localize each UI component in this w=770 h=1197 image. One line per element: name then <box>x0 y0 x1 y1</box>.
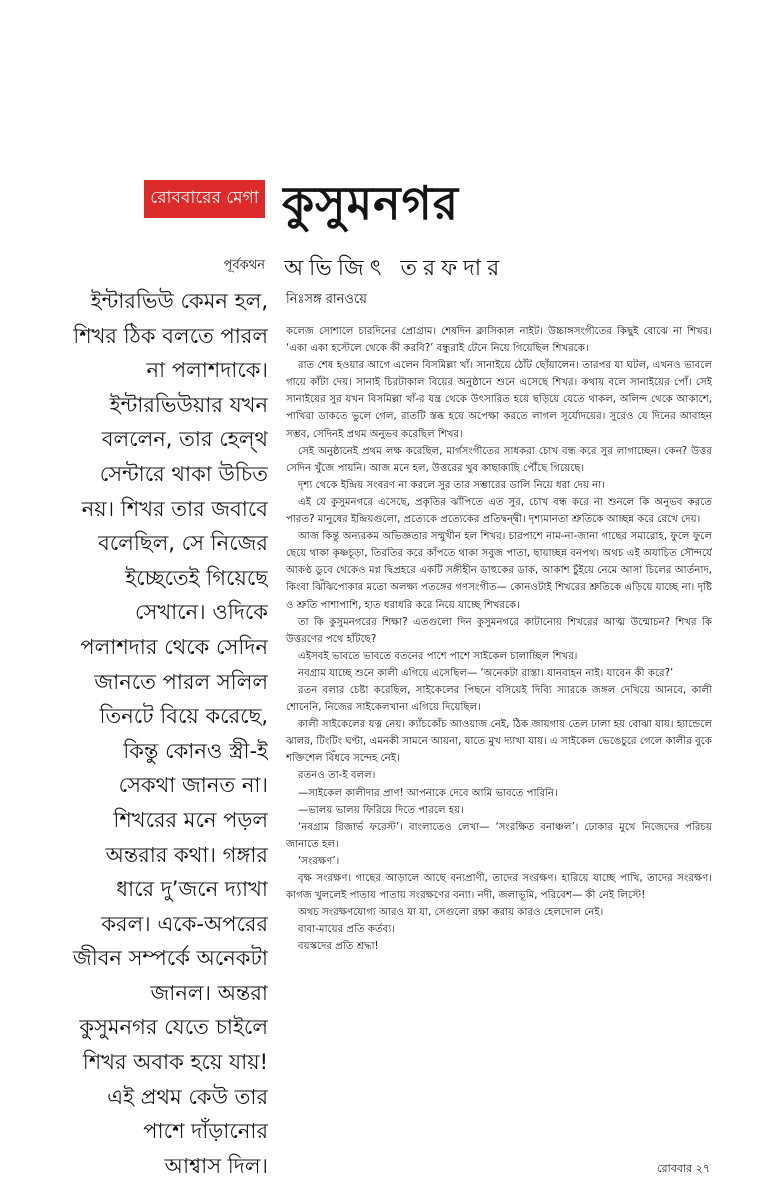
pull-quote-line: সেকথা জানত না। <box>118 773 268 798</box>
paragraph: তা কি কুসুমনগরের শিক্ষা? এতগুলো দিন কুসুমনগরে কাটানোয় শিখরের আত্ম উন্মোচন? শিখর কি উত্তরণের পথে হাঁটছে? <box>286 616 712 645</box>
pull-quote-line: বললেন, তার হেল্থ <box>101 427 268 452</box>
pull-quote-line: সেন্টারে থাকা উচিত <box>99 461 268 486</box>
pull-quote-line: পাশে দাঁড়ানোর <box>143 1119 268 1144</box>
paragraph: অথচ সংরক্ষণযোগ্য আরও যা যা, সেগুলো রক্ষা করায় কারও হেলদোল নেই। <box>298 907 604 919</box>
paragraph: বাবা-মায়ের প্রতি কর্তব্য। <box>298 924 395 936</box>
pull-quote-line: কুসুমনগর যেতে চাইলে <box>79 1015 268 1040</box>
pull-quote-line: অন্তরার কথা। গঙ্গার <box>105 842 268 867</box>
pull-quote-line: জানতে পারল সলিল <box>94 669 268 694</box>
paragraph: দৃশ্য থেকে ইন্দ্রিয় সংবরণ না করলে সুর তার সম্ভারের ডালি নিয়ে ধরা দেয় না। <box>298 479 605 491</box>
paragraph: সেই অনুষ্ঠানেই প্রথম লক্ষ করেছিল, মার্গসংগীতের সাধকরা চোখ বন্ধ করে সুর লাগাচ্ছেন। কেন? উত্তর সেদিন খুঁজে পায়নি। আজ মনে হল, উত্তরের খুব কাছাকাছি পৌঁছে গিয়েছে। <box>286 445 712 474</box>
paragraph: —ভালয় ভালয় ফিরিয়ে দিতে পারলে হয়। <box>298 804 464 816</box>
paragraph: নবগ্রাম যাচ্ছে শুনে কালী এগিয়ে এসেছিল— ‘অনেকটা রাস্তা। যানবাহন নাই। যাবেন কী করে?’ <box>298 667 674 679</box>
paragraph: বৃক্ষ সংরক্ষণ। গাছের আড়ালে আছে বন্যপ্রাণী, তাদের সংরক্ষণ। হারিয়ে যাচ্ছে পাখি, তাদের সংরক্ষণ। কাগজ খুললেই পাতায় পাতায় সংরক্ষণের বন্যা। নদী, জলাভূমি, পরিবেশ— কী নেই লিস্টে! <box>286 873 712 902</box>
pull-quote-line: শিখর ঠিক বলতে পারল <box>73 323 268 348</box>
pull-quote <box>44 284 268 1183</box>
pull-quote-line: শিখর অবাক হয়ে যায়! <box>82 1050 268 1075</box>
paragraph: বয়স্কদের প্রতি শ্রদ্ধা! <box>298 941 379 953</box>
paragraph: —সাইকেল কালীদার প্রাণ! আপনাকে দেবে আমি ভাবতে পারিনি। <box>298 787 558 799</box>
paragraph: কলেজ সোশালে চারদিনের প্রোগ্রাম। শেষদিন ক্লাসিকাল নাইট। উচ্চাঙ্গসংগীতের কিছুই বোঝে না শিখর। ‘একা একা হস্টেলে থেকে কী করবি?’ বন্ধুরাই টেনে নিয়ে গিয়েছিল শিখরকে। <box>286 326 712 355</box>
pull-quote-line: ইন্টারভিউ কেমন হল, <box>90 289 268 313</box>
pull-quote-line: করল। একে-অপরের <box>101 911 268 936</box>
pull-quote-line: না পলাশদাকে। <box>146 358 268 383</box>
pull-quote-line: আশ্বাস দিল। <box>164 1153 268 1178</box>
pull-quote-line: ধারে দু’জনে দ্যাখা <box>116 877 268 902</box>
pull-quote-line: ইচ্ছেতেই গিয়েছে <box>125 565 268 590</box>
paragraph: কালী সাইকেলের যত্ন নেয়। ক্যাঁচকোঁচ আওয়াজ নেই, ঠিক জায়গায় তেল ঢালা হয় বোঝা যায়। হ্যান্ডেলে ঝালর, টিংটিং ঘণ্টা, এমনকী সামনে আয়না, যাতে মুখ দ্যাখা যায়। এ সাইকেল ভেঙেচুরে গেলে কালীর বুকে শক্তিশেল বিঁধবে সন্দেহ নেই। <box>286 719 712 765</box>
paragraph: এইসবই ভাবতে ভাবতে বতনের পাশে পাশে সাইকেল চালাচ্ছিল শিখর। <box>298 650 578 662</box>
section-tag: রোববারের মেগা <box>144 180 265 218</box>
pull-quote-line: ইন্টারভিউয়ার যখন <box>109 392 268 417</box>
pull-quote-line: জানল। অন্তরা <box>150 980 268 1005</box>
pull-quote-line: শিখরের মনে পড়ল <box>113 807 268 832</box>
pull-quote-line: এই প্রথম কেউ তার <box>107 1084 268 1109</box>
paragraph: রতন বলার চেষ্টা করেছিল, সাইকেলের পিছনে বসিয়েই দিব্যি স্যারকে জঙ্গল দেখিয়ে আনবে, কালী শোনেনি, নিজের সাইকেলখানা এগিয়ে দিয়েছিল। <box>286 684 712 714</box>
pull-quote-line: সেখানে। ওদিকে <box>134 600 268 625</box>
paragraph: রাত শেষ হওয়ার আগে এলেন বিসমিল্লা খাঁ। সানাইয়ে ঠোঁট ছোঁয়ালেন। তারপর যা ঘটল, এখনও ভাবলে গায়ে কাঁটা দেয়। সানাই চিরটাকাল বিয়ের অনুষ্ঠানে শুনে এসেছে শিখর। কথায় বলে সানাইয়ের পোঁ। সেই সানাইয়ের সুর যখন বিসমিল্লা খাঁ-র যন্ত্র থেকে উৎসারিত হয়ে ছড়িয়ে যেতে থাকল, অলিন্দ থেকে আকাশে, পাখিরা ডাকতে ভুলে গেল, রাতটি স্তব্ধ হয়ে অপেক্ষা করতে লাগল সূর্যোদয়ের। সুরেও যে দিনের আবাহন সম্ভব, সেদিনই প্রথম অনুভব করেছিল শিখর। <box>286 360 712 440</box>
pull-quote-line: বলেছিল, সে নিজের <box>98 531 268 556</box>
paragraph: ‘নবগ্রাম রিজার্ভ ফরেস্ট’। বাংলাতেও লেখা— ‘সংরক্ষিত বনাঞ্চল’। ঢোকার মুখে নিজেদের পরিচয় জানাতে হল। <box>286 821 712 850</box>
paragraph: রতনও তা-ই বলল। <box>298 770 376 782</box>
prelude-label: পূর্বকথন <box>223 258 265 273</box>
article-subhead: নিঃসঙ্গ রানওয়ে <box>286 292 367 307</box>
pull-quote-line: পলাশদার থেকে সেদিন <box>80 634 268 659</box>
paragraph: আজ কিন্তু অন্যরকম অভিজ্ঞতার সম্মুখীন হল শিখর। চারপাশে নাম-না-জানা গাছের সমারোহ, ফুলে ফুলে ছেয়ে থাকা কৃষ্ণচূড়া, তিরতির করে কাঁপতে থাকা সবুজ পাতা, ছায়াচ্ছন্ন বনপথ। অথচ এই অযাচিত সৌন্দর্যে আকণ্ঠ ডুবে থেকেও মগ্ন দ্বিপ্রহরে একটি সঙ্গীহীন ডাহুকের ডাক, আকাশ চুঁইয়ে নেমে আসা চিলের আর্তনাদ, কিংবা ঝিঁঝিপোকার মতো অলক্ষ্য পতঙ্গের গণসংগীত— কোনওটাই শিখরের শ্রুতিকে এড়িয়ে যাচ্ছে না। দৃষ্টি ও শ্রুতি পাশাপাশি, হাত ধরাধরি করে নিয়ে যাচ্ছে শিখরকে। <box>286 531 712 611</box>
page-folio: রোববার ২৭ <box>657 1162 710 1175</box>
pull-quote-line: নয়। শিখর তার জবাবে <box>81 496 268 521</box>
article-body <box>286 323 712 1113</box>
story-title: কুসুমনগর <box>282 176 460 230</box>
author-name: অভিজিৎ তরফদার <box>284 256 506 281</box>
pull-quote-line: কিন্তু কোনও স্ত্রী-ই <box>123 738 268 763</box>
pull-quote-line: জীবন সম্পর্কে অনেকটা <box>72 946 268 971</box>
paragraph: ‘সংরক্ষণ’। <box>298 855 340 867</box>
paragraph: এই যে কুসুমনগরে এসেছে, প্রকৃতির ঝাঁপিতে এত সুর, চোখ বন্ধ করে না শুনলে কি অনুভব করতে পারত? মানুষের ইন্দ্রিয়গুলো, প্রত্যেকে প্রত্যেকের প্রতিদ্বন্দ্বী। দৃশ্যমানতা শ্রুতিকে আচ্ছন্ন করে রেখে দেয়। <box>286 496 712 526</box>
pull-quote-line: তিনটে বিয়ে করেছে, <box>99 704 268 729</box>
